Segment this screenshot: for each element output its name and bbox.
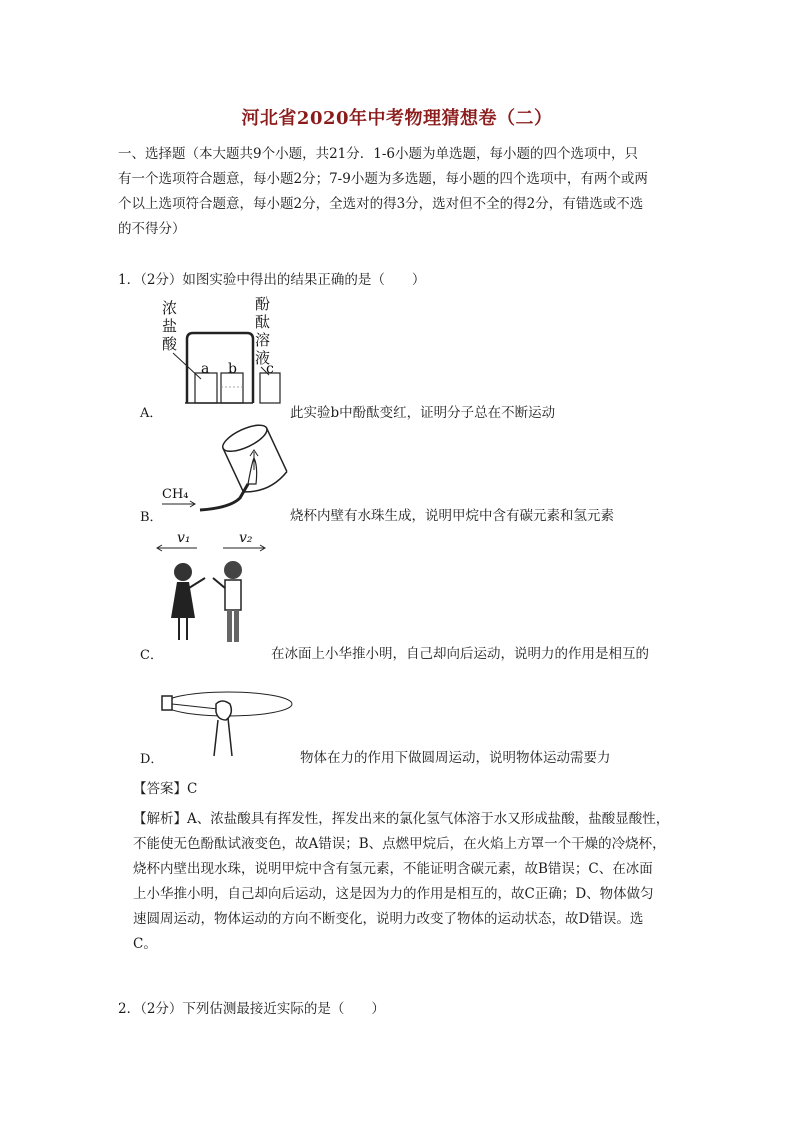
methane-burning-figure bbox=[160, 418, 290, 518]
v2-label: v₂ bbox=[239, 530, 253, 546]
v1-label: v₁ bbox=[177, 530, 191, 546]
circular-motion-figure bbox=[158, 682, 298, 757]
question-2-stem: 2．（2分）下列估测最接近实际的是（ ） bbox=[118, 1001, 385, 1017]
label-phenol-3: 溶 bbox=[255, 331, 271, 349]
option-c-label: C． bbox=[140, 648, 163, 663]
analysis-line: 上小华推小明，自己却向后运动，这是因为力的作用是相互的，故C正确；D、物体做匀 bbox=[133, 886, 654, 902]
skaters-push-figure bbox=[155, 528, 270, 653]
intro-line: 的不得分） bbox=[118, 221, 186, 237]
page-title: 河北省2020年中考物理猜想卷（二） bbox=[241, 108, 553, 129]
analysis-line: 不能使无色酚酞试液变色，故A错误；B、点燃甲烷后，在火焰上方罩一个干燥的冷烧杯， bbox=[133, 836, 666, 852]
beaker-b-label: b bbox=[228, 361, 237, 377]
option-a-label: A． bbox=[140, 406, 163, 421]
answer-line bbox=[133, 777, 197, 797]
analysis-line: 【解析】A、浓盐酸具有挥发性，挥发出来的氯化氢气体溶于水又形成盐酸，盐酸显酸性， bbox=[133, 811, 670, 827]
beaker-a-label: a bbox=[201, 361, 210, 377]
beaker-c-label: c bbox=[266, 361, 274, 377]
label-phenol-1: 酚 bbox=[255, 295, 271, 313]
option-b-label: B． bbox=[140, 510, 163, 525]
label-hcl-2: 盐 bbox=[162, 317, 178, 335]
analysis-tag: 【解析】 bbox=[133, 811, 187, 827]
analysis-line: 速圆周运动，物体运动的方向不断变化，说明力改变了物体的运动状态，故D错误。选 bbox=[133, 911, 644, 927]
label-phenol-4: 液 bbox=[255, 349, 271, 367]
option-d-label: D． bbox=[140, 752, 164, 767]
analysis-line: 烧杯内壁出现水珠，说明甲烷中含有氢元素，不能证明含碳元素，故B错误；C、在冰面 bbox=[133, 861, 653, 877]
question-1-stem: 1．（2分）如图实验中得出的结果正确的是（ ） bbox=[118, 272, 426, 288]
ch4-label: CH₄ bbox=[162, 487, 189, 502]
label-hcl-1: 浓 bbox=[162, 299, 178, 317]
intro-line: 有一个选项符合题意，每小题2分；7-9小题为多选题，每小题的四个选项中，有两个或两 bbox=[118, 171, 648, 187]
section-intro bbox=[118, 142, 688, 242]
label-hcl-3: 酸 bbox=[162, 335, 178, 353]
intro-line: 一、选择题（本大题共9个小题，共21分．1-6小题为单选题，每小题的四个选项中，只 bbox=[118, 146, 639, 162]
answer-value: C bbox=[187, 781, 198, 797]
label-phenol-2: 酞 bbox=[255, 313, 271, 331]
analysis-line: C。 bbox=[133, 936, 157, 952]
option-b-text: 烧杯内壁有水珠生成，说明甲烷中含有碳元素和氢元素 bbox=[290, 508, 614, 524]
option-a-text: 此实验b中酚酞变红，证明分子总在不断运动 bbox=[290, 405, 556, 421]
intro-line: 个以上选项符合题意，每小题2分，全选对的得3分，选对但不全的得2分，有错选或不选 bbox=[118, 196, 644, 212]
analysis-block bbox=[118, 807, 688, 957]
answer-tag: 【答案】 bbox=[133, 781, 187, 797]
option-d-text: 物体在力的作用下做圆周运动，说明物体运动需要力 bbox=[300, 750, 611, 766]
ammonia-diffusion-figure bbox=[155, 293, 285, 411]
option-c-text: 在冰面上小华推小明，自己却向后运动，说明力的作用是相互的 bbox=[271, 646, 649, 662]
